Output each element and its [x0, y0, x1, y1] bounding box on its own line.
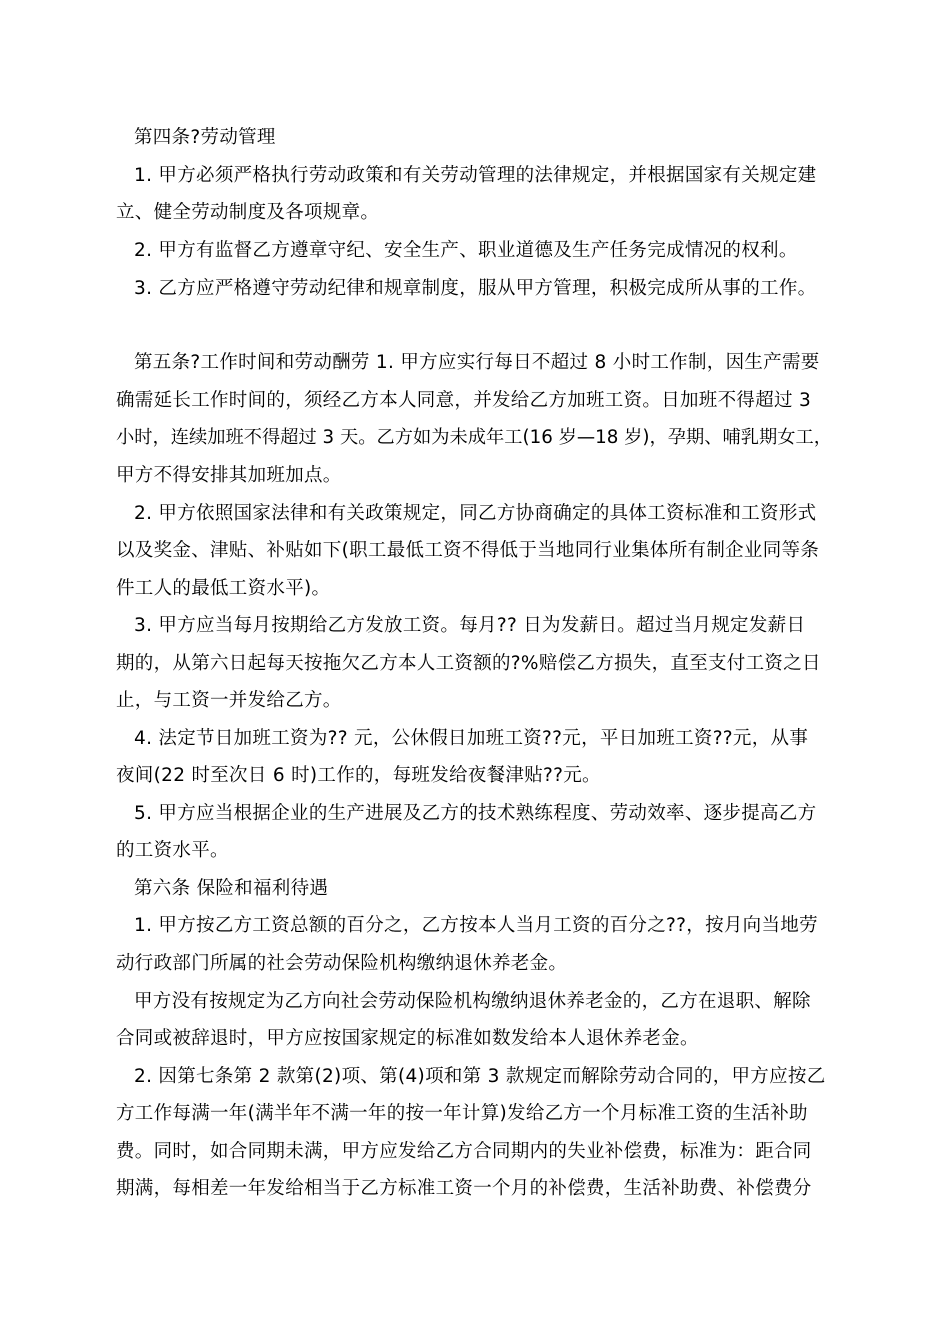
paragraph-line: 合同或被辞退时，甲方应按国家规定的标准如数发给本人退休养老金。	[116, 1028, 699, 1049]
paragraph-line: 2. 因第七条第 2 款第(2)项、第(4)项和第 3 款规定而解除劳动合同的，甲方应按乙	[134, 1066, 826, 1087]
paragraph-line: 3. 甲方应当每月按期给乙方发放工资。每月?? 日为发薪日。超过当月规定发薪日	[134, 615, 806, 636]
paragraph-line: 2. 甲方有监督乙方遵章守纪、安全生产、职业道德及生产任务完成情况的权利。	[134, 240, 798, 261]
paragraph-line: 动行政部门所属的社会劳动保险机构缴纳退休养老金。	[116, 953, 568, 974]
paragraph-line: 甲方不得安排其加班加点。	[116, 465, 342, 486]
paragraph-line: 止，与工资一并发给乙方。	[116, 690, 342, 711]
paragraph-line: 1. 甲方按乙方工资总额的百分之，乙方按本人当月工资的百分之??，按月向当地劳	[134, 915, 818, 936]
paragraph-line: 确需延长工作时间的，须经乙方本人同意，并发给乙方加班工资。日加班不得超过 3	[116, 390, 812, 411]
section-heading-article-5: 第五条?工作时间和劳动酬劳 1. 甲方应实行每日不超过 8 小时工作制，因生产需要	[134, 352, 820, 373]
paragraph-line: 的工资水平。	[116, 840, 229, 861]
paragraph-line: 期满，每相差一年发给相当于乙方标准工资一个月的补偿费，生活补助费、补偿费分	[116, 1178, 812, 1199]
paragraph-line: 立、健全劳动制度及各项规章。	[116, 202, 380, 223]
paragraph-line: 3. 乙方应严格遵守劳动纪律和规章制度，服从甲方管理，积极完成所从事的工作。	[134, 278, 817, 299]
paragraph-line: 甲方没有按规定为乙方向社会劳动保险机构缴纳退休养老金的，乙方在退职、解除	[134, 991, 811, 1012]
paragraph-line: 1. 甲方必须严格执行劳动政策和有关劳动管理的法律规定，并根据国家有关规定建	[134, 165, 817, 186]
paragraph-line: 费。同时，如合同期未满，甲方应发给乙方合同期内的失业补偿费，标准为：距合同	[116, 1141, 812, 1162]
paragraph-line: 期的，从第六日起每天按拖欠乙方本人工资额的?%赔偿乙方损失，直至支付工资之日	[116, 653, 821, 674]
paragraph-line: 夜间(22 时至次日 6 时)工作的，每班发给夜餐津贴??元。	[116, 765, 601, 786]
paragraph-line: 以及奖金、津贴、补贴如下(职工最低工资不得低于当地同行业集体所有制企业同等条	[116, 540, 820, 561]
paragraph-line: 2. 甲方依照国家法律和有关政策规定，同乙方协商确定的具体工资标准和工资形式	[134, 503, 817, 524]
paragraph-line: 4. 法定节日加班工资为?? 元，公休假日加班工资??元，平日加班工资??元，从事	[134, 728, 809, 749]
paragraph-line: 件工人的最低工资水平)。	[116, 578, 331, 599]
section-heading-article-4: 第四条?劳动管理	[134, 127, 276, 148]
section-heading-article-6: 第六条 保险和福利待遇	[134, 878, 329, 899]
paragraph-line: 方工作每满一年(满半年不满一年的按一年计算)发给乙方一个月标准工资的生活补助	[116, 1103, 808, 1124]
paragraph-line: 5. 甲方应当根据企业的生产进展及乙方的技术熟练程度、劳动效率、逐步提高乙方	[134, 803, 817, 824]
paragraph-line: 小时，连续加班不得超过 3 天。乙方如为未成年工(16 岁—18 岁)，孕期、哺乳期女工，	[116, 427, 833, 448]
